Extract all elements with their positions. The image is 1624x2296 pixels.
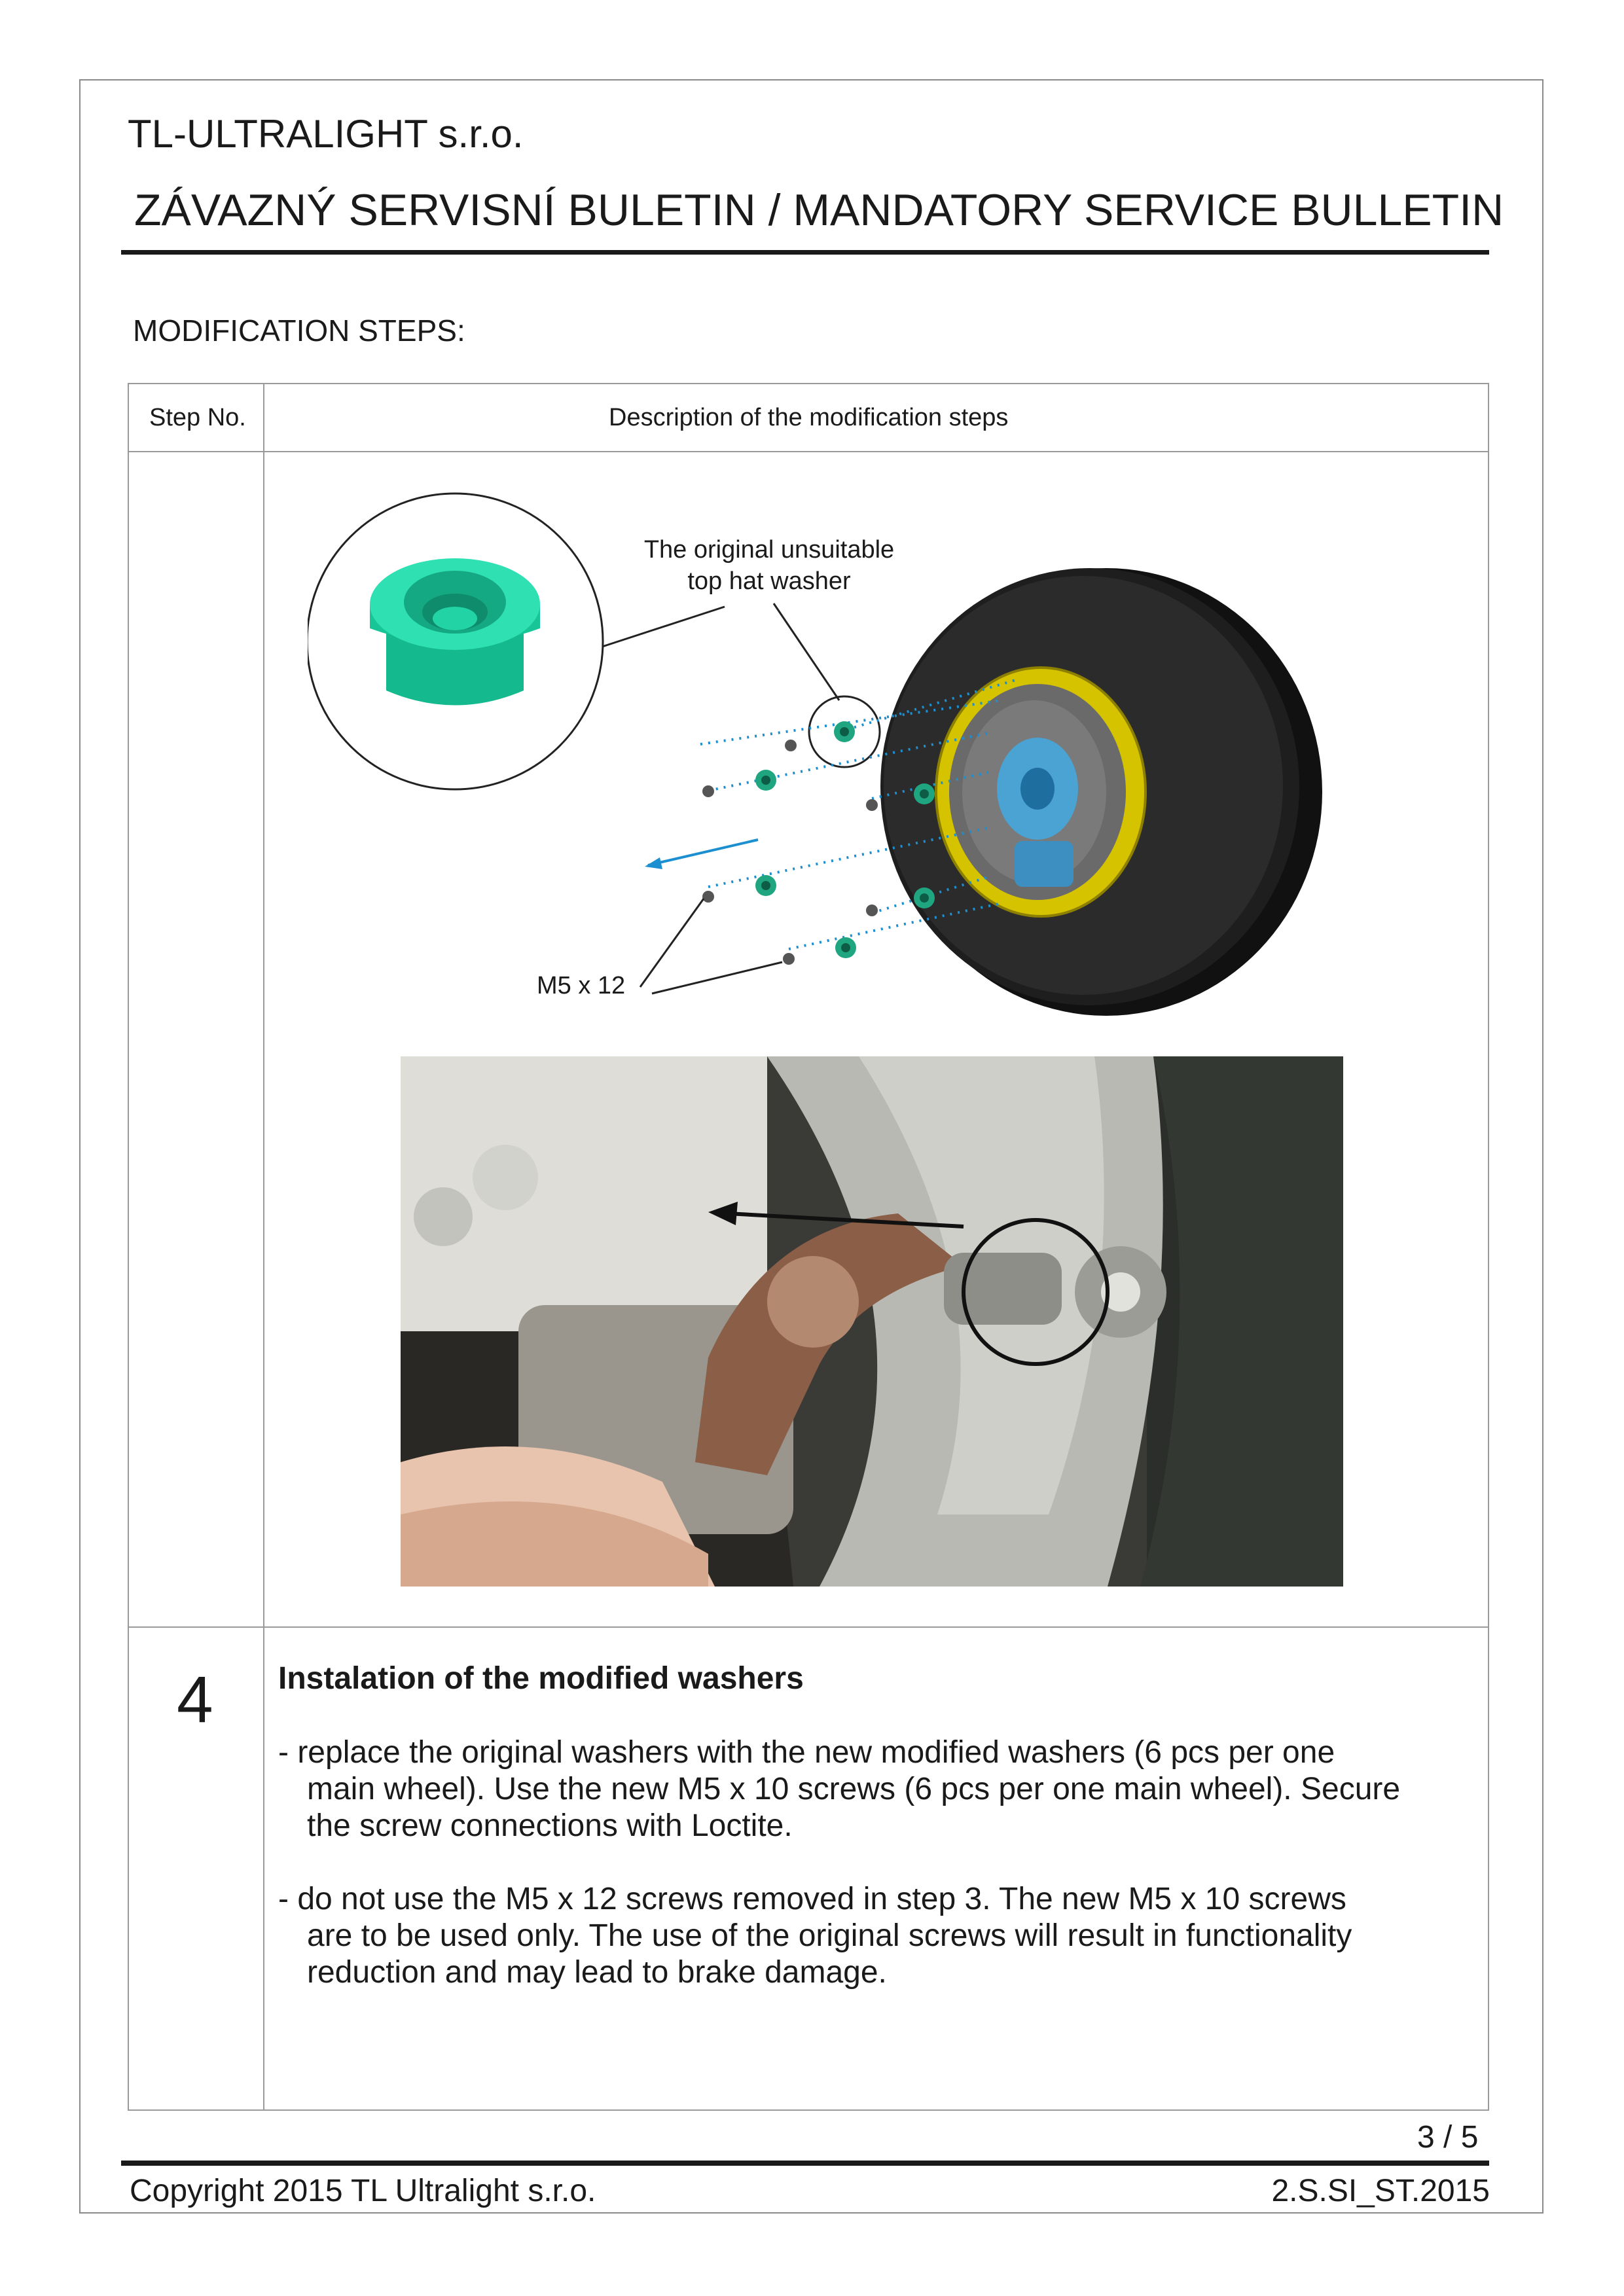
screw-parts xyxy=(702,740,878,965)
column-header-step: Step No. xyxy=(149,404,246,431)
instruction-bullet-1 xyxy=(278,1734,1483,1844)
washer-leader-line xyxy=(774,603,839,700)
header-rule xyxy=(121,250,1489,255)
document-id: 2.S.SI_ST.2015 xyxy=(1271,2174,1490,2208)
washer-callout-line1: The original unsuitable xyxy=(643,536,895,564)
bullet-2-line-1: - do not use the M5 x 12 screws removed in step 3. The new M5 x 10 screws xyxy=(278,1882,1346,1916)
bullet-2-line-2: are to be used only. The use of the original screws will result in functionality xyxy=(307,1918,1352,1953)
section-heading: MODIFICATION STEPS: xyxy=(133,314,465,348)
screw-leader-line xyxy=(640,899,704,987)
washer-icon xyxy=(914,888,935,908)
step-number: 4 xyxy=(177,1663,213,1736)
top-hat-washer-icon xyxy=(370,558,540,706)
screw-leader-line xyxy=(652,962,782,994)
removal-direction-arrow xyxy=(645,840,758,869)
footer-rule xyxy=(121,2161,1489,2166)
exploded-wheel-diagram xyxy=(308,484,1335,1021)
screw-icon xyxy=(702,785,714,797)
screw-removal-photo xyxy=(401,1056,1343,1587)
bulletin-title: ZÁVAZNÝ SERVISNÍ BULETIN / MANDATORY SERVICE BULLETIN xyxy=(134,185,1504,235)
screw-icon xyxy=(702,891,714,903)
washer-icon xyxy=(834,721,855,742)
column-header-description: Description of the modification steps xyxy=(609,404,1009,431)
bullet-1-line-3: the screw connections with Loctite. xyxy=(307,1808,793,1843)
wheel-assembly xyxy=(880,568,1322,1016)
bullet-2-line-3: reduction and may lead to brake damage. xyxy=(307,1955,887,1990)
screw-icon xyxy=(785,740,797,751)
bullet-1-line-1: - replace the original washers with the new modified washers (6 pcs per one xyxy=(278,1735,1335,1770)
washer-callout-line2: top hat washer xyxy=(687,567,851,595)
table-header-divider xyxy=(128,451,1489,452)
screw-callout-label: M5 x 12 xyxy=(537,972,626,999)
instruction-bullet-2 xyxy=(278,1881,1483,1991)
page-number: 3 / 5 xyxy=(1417,2120,1479,2155)
bullet-1-line-2: main wheel). Use the new M5 x 10 screws (6 pcs per one main wheel). Secure xyxy=(307,1772,1401,1806)
table-column-divider xyxy=(263,383,264,2111)
screw-icon xyxy=(866,905,878,916)
washer-icon xyxy=(914,783,935,804)
copyright-notice: Copyright 2015 TL Ultralight s.r.o. xyxy=(130,2174,596,2208)
table-row-divider xyxy=(128,1626,1489,1628)
company-name: TL-ULTRALIGHT s.r.o. xyxy=(128,112,524,156)
washer-icon xyxy=(755,875,776,896)
screw-icon xyxy=(783,953,795,965)
step-title: Instalation of the modified washers xyxy=(278,1661,804,1696)
washer-icon xyxy=(755,770,776,791)
screw-icon xyxy=(866,799,878,811)
washer-icon xyxy=(835,937,856,958)
